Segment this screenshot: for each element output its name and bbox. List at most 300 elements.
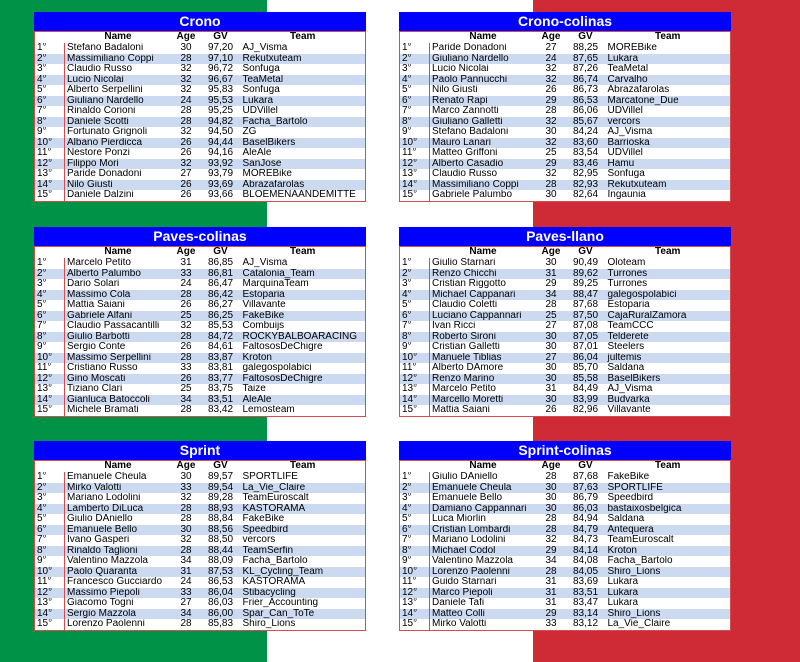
cell-team: Turrones (606, 279, 731, 290)
cell-team: BaselBikers (606, 374, 731, 385)
cell-pos: 15° (400, 619, 430, 630)
ranking-table (34, 246, 366, 417)
cell-pos: 5° (35, 514, 65, 525)
cell-team: Antequera (606, 525, 731, 536)
table-row (400, 525, 731, 536)
cell-pos: 14° (35, 180, 65, 191)
cell-name: Francesco Gucciardo (65, 577, 172, 588)
panel-title: Crono (34, 12, 366, 31)
cell-team: ROCKYBALBOARACING (241, 332, 366, 343)
cell-team: Ingaunia (606, 190, 731, 201)
table-row (400, 138, 731, 149)
table-row (400, 384, 731, 395)
table-row (400, 332, 731, 343)
cell-team: FakeBike (241, 311, 366, 322)
cell-pos: 2° (35, 483, 65, 494)
cell-name: Ivan Ricci (430, 321, 537, 332)
cell-name: Claudio Russo (65, 64, 172, 75)
cell-team: Villavante (241, 300, 366, 311)
ranking-panel-2 (34, 227, 366, 417)
table-row (400, 609, 731, 620)
cell-pos: 4° (400, 504, 430, 515)
cell-age: 27 (537, 353, 566, 364)
cell-name: Rinaldo Corioni (65, 106, 172, 117)
cell-team: BaselBikers (241, 138, 366, 149)
cell-pos: 15° (35, 405, 65, 416)
table-row (35, 588, 366, 599)
cell-team: Spar_Can_ToTe (241, 609, 366, 620)
cell-pos: 11° (35, 363, 65, 374)
col-header-gv: GV (566, 32, 606, 44)
cell-pos: 11° (35, 577, 65, 588)
table-row (35, 290, 366, 301)
table-row (35, 85, 366, 96)
panel-title: Sprint (34, 441, 366, 460)
cell-name: Luciano Cappannari (430, 311, 537, 322)
table-row (35, 64, 366, 75)
cell-gv: 83,54 (566, 148, 606, 159)
cell-team: La_Vie_Claire (606, 619, 731, 630)
cell-age: 26 (172, 300, 201, 311)
cell-age: 28 (537, 525, 566, 536)
cell-name: Lucio Nicolai (430, 64, 537, 75)
cell-age: 32 (537, 169, 566, 180)
cell-team: Rekutxuteam (241, 54, 366, 65)
cell-gv: 93,92 (201, 159, 241, 170)
cell-name: Giuliano Nardello (430, 54, 537, 65)
table-row (400, 483, 731, 494)
cell-team: TeaMetal (241, 75, 366, 86)
cell-gv: 89,28 (201, 493, 241, 504)
cell-pos: 1° (400, 43, 430, 54)
cell-name: Massimo Serpellini (65, 353, 172, 364)
table-row (35, 279, 366, 290)
cell-name: Claudio Russo (430, 169, 537, 180)
cell-pos: 12° (400, 374, 430, 385)
cell-pos: 15° (400, 190, 430, 201)
cell-gv: 89,57 (201, 472, 241, 483)
panel-title: Sprint-colinas (399, 441, 731, 460)
cell-name: Lorenzo Paolenni (65, 619, 172, 630)
cell-age: 30 (537, 374, 566, 385)
cell-pos: 2° (35, 269, 65, 280)
cell-name: Marcelo Petito (65, 258, 172, 269)
cell-gv: 84,49 (566, 384, 606, 395)
table-row (400, 321, 731, 332)
cell-age: 26 (172, 180, 201, 191)
cell-team: Saldana (606, 514, 731, 525)
cell-name: Filippo Mori (65, 159, 172, 170)
cell-gv: 83,12 (566, 619, 606, 630)
cell-age: 28 (172, 546, 201, 557)
cell-name: Giuliano Nardello (65, 96, 172, 107)
cell-name: Marco Zannotti (430, 106, 537, 117)
cell-gv: 83,81 (201, 363, 241, 374)
cell-age: 28 (172, 619, 201, 630)
table-header-row (400, 247, 731, 259)
cell-name: Marco Piepoli (430, 588, 537, 599)
ranking-table (399, 460, 731, 631)
cell-pos: 9° (400, 556, 430, 567)
cell-pos: 3° (400, 64, 430, 75)
cell-pos: 12° (400, 588, 430, 599)
cell-age: 33 (172, 363, 201, 374)
cell-gv: 86,81 (201, 269, 241, 280)
cell-pos: 13° (400, 598, 430, 609)
cell-team: UDVillel (606, 148, 731, 159)
ranking-panel-3 (399, 227, 731, 417)
cell-name: Massimo Cola (65, 290, 172, 301)
cell-pos: 10° (35, 353, 65, 364)
cell-gv: 83,99 (566, 395, 606, 406)
cell-name: Renzo Marino (430, 374, 537, 385)
cell-team: Abrazafarolas (606, 85, 731, 96)
table-row (35, 311, 366, 322)
cell-gv: 86,03 (201, 598, 241, 609)
cell-pos: 12° (35, 374, 65, 385)
cell-age: 31 (537, 598, 566, 609)
cell-name: Lorenzo Paolenni (430, 567, 537, 578)
cell-gv: 84,79 (566, 525, 606, 536)
cell-name: Sergio Conte (65, 342, 172, 353)
cell-pos: 15° (400, 405, 430, 416)
cell-name: Damiano Cappannari (430, 504, 537, 515)
cell-gv: 85,53 (201, 321, 241, 332)
cell-gv: 83,51 (201, 395, 241, 406)
table-row (35, 556, 366, 567)
col-header-gv: GV (201, 461, 241, 473)
cell-team: Hamu (606, 159, 731, 170)
cell-age: 30 (537, 504, 566, 515)
cell-pos: 14° (35, 395, 65, 406)
cell-gv: 87,08 (566, 321, 606, 332)
cell-pos: 10° (35, 138, 65, 149)
cell-pos: 3° (400, 279, 430, 290)
cell-age: 32 (537, 75, 566, 86)
table-row (35, 169, 366, 180)
table-row (400, 395, 731, 406)
cell-pos: 3° (400, 493, 430, 504)
table-row (400, 546, 731, 557)
cell-age: 28 (537, 106, 566, 117)
cell-age: 25 (537, 148, 566, 159)
cell-team: AJ_Visma (606, 384, 731, 395)
table-row (35, 159, 366, 170)
cell-team: Combuijs (241, 321, 366, 332)
col-header-name: Name (430, 247, 537, 259)
col-header-team: Team (606, 461, 731, 473)
cell-age: 29 (537, 546, 566, 557)
cell-gv: 84,24 (566, 127, 606, 138)
col-header-gv: GV (201, 247, 241, 259)
cell-team: Catalonia_Team (241, 269, 366, 280)
cell-name: Nestore Ponzi (65, 148, 172, 159)
cell-team: Stibacycling (241, 588, 366, 599)
cell-gv: 83,46 (566, 159, 606, 170)
cell-gv: 83,51 (566, 588, 606, 599)
ranking-table (399, 31, 731, 202)
cell-pos: 4° (400, 290, 430, 301)
cell-age: 27 (172, 598, 201, 609)
cell-age: 30 (537, 190, 566, 201)
cell-gv: 93,79 (201, 169, 241, 180)
cell-pos: 9° (35, 342, 65, 353)
cell-gv: 87,63 (566, 483, 606, 494)
cell-age: 26 (172, 342, 201, 353)
cell-gv: 84,72 (201, 332, 241, 343)
cell-pos: 15° (35, 619, 65, 630)
cell-age: 24 (172, 577, 201, 588)
cell-age: 30 (537, 493, 566, 504)
cell-age: 32 (172, 64, 201, 75)
cell-pos: 1° (400, 258, 430, 269)
col-header-age: Age (172, 247, 201, 259)
table-row (35, 127, 366, 138)
ranking-panel-5 (399, 441, 731, 631)
col-header-team: Team (606, 247, 731, 259)
cell-age: 33 (172, 588, 201, 599)
cell-team: Lukara (606, 588, 731, 599)
table-row (400, 75, 731, 86)
table-row (35, 514, 366, 525)
table-header-row (400, 461, 731, 473)
cell-age: 32 (172, 535, 201, 546)
cell-team: TeamEuroscalt (241, 493, 366, 504)
cell-name: Michael Cappanari (430, 290, 537, 301)
cell-name: Mirko Valotti (430, 619, 537, 630)
col-header-pos (400, 461, 430, 473)
table-row (400, 269, 731, 280)
cell-team: KASTORAMA (241, 504, 366, 515)
cell-name: Tiziano Clari (65, 384, 172, 395)
cell-pos: 4° (35, 75, 65, 86)
table-header-row (35, 32, 366, 44)
cell-gv: 88,25 (566, 43, 606, 54)
cell-team: Carvalho (606, 75, 731, 86)
cell-name: Cristian Lombardi (430, 525, 537, 536)
cell-team: FaltososDeChigre (241, 342, 366, 353)
cell-age: 28 (172, 353, 201, 364)
col-header-age: Age (537, 247, 566, 259)
table-row (400, 405, 731, 416)
cell-team: Lukara (241, 96, 366, 107)
cell-pos: 6° (35, 525, 65, 536)
cell-team: Estoparia (606, 300, 731, 311)
cell-team: Facha_Bartolo (606, 556, 731, 567)
cell-pos: 4° (35, 504, 65, 515)
table-row (35, 332, 366, 343)
cell-team: UDVillel (241, 106, 366, 117)
cell-team: SPORTLIFE (606, 483, 731, 494)
cell-team: Villavante (606, 405, 731, 416)
cell-name: Massimo Piepoli (65, 588, 172, 599)
cell-name: Nilo Giusti (65, 180, 172, 191)
cell-pos: 2° (35, 54, 65, 65)
cell-gv: 83,77 (201, 374, 241, 385)
table-row (35, 577, 366, 588)
cell-age: 34 (172, 609, 201, 620)
cell-name: Claudio Coletti (430, 300, 537, 311)
table-row (35, 395, 366, 406)
cell-pos: 13° (400, 384, 430, 395)
cell-pos: 2° (400, 269, 430, 280)
cell-gv: 86,42 (201, 290, 241, 301)
cell-team: KL_Cycling_Team (241, 567, 366, 578)
cell-team: Kroton (241, 353, 366, 364)
cell-age: 29 (537, 279, 566, 290)
cell-name: Mauro Lanari (430, 138, 537, 149)
cell-pos: 11° (400, 577, 430, 588)
cell-pos: 12° (35, 159, 65, 170)
col-header-pos (400, 32, 430, 44)
cell-pos: 3° (35, 64, 65, 75)
cell-pos: 11° (35, 148, 65, 159)
cell-team: KASTORAMA (241, 577, 366, 588)
cell-age: 31 (172, 258, 201, 269)
cell-name: Luca Miorlin (430, 514, 537, 525)
cell-name: Paolo Quaranta (65, 567, 172, 578)
cell-pos: 8° (35, 117, 65, 128)
cell-team: Rekutxuteam (606, 180, 731, 191)
table-row (35, 546, 366, 557)
cell-age: 27 (172, 169, 201, 180)
cell-name: Renzo Chicchi (430, 269, 537, 280)
cell-gv: 85,67 (566, 117, 606, 128)
cell-name: Fortunato Grignoli (65, 127, 172, 138)
cell-pos: 5° (400, 514, 430, 525)
cell-team: Lukara (606, 598, 731, 609)
cell-name: Massimiliano Coppi (65, 54, 172, 65)
cell-pos: 10° (35, 567, 65, 578)
cell-age: 33 (537, 619, 566, 630)
table-row (35, 598, 366, 609)
table-row (400, 64, 731, 75)
cell-team: La_Vie_Claire (241, 483, 366, 494)
cell-age: 33 (172, 269, 201, 280)
table-row (400, 472, 731, 483)
cell-age: 30 (172, 472, 201, 483)
cell-age: 32 (172, 75, 201, 86)
table-row (400, 493, 731, 504)
cell-team: Lemosteam (241, 405, 366, 416)
cell-gv: 83,14 (566, 609, 606, 620)
cell-gv: 94,82 (201, 117, 241, 128)
cell-name: Giulio Starnari (430, 258, 537, 269)
table-row (400, 535, 731, 546)
cell-age: 32 (537, 535, 566, 546)
table-row (400, 117, 731, 128)
cell-team: UDVillel (606, 106, 731, 117)
cell-age: 32 (537, 138, 566, 149)
cell-team: Telderete (606, 332, 731, 343)
cell-team: Speedbird (606, 493, 731, 504)
cell-team: galegospolabici (241, 363, 366, 374)
cell-age: 34 (537, 290, 566, 301)
table-row (35, 374, 366, 385)
cell-pos: 8° (400, 546, 430, 557)
cell-gv: 89,54 (201, 483, 241, 494)
col-header-name: Name (430, 32, 537, 44)
panel-title: Paves-llano (399, 227, 731, 246)
cell-name: Mirko Valotti (65, 483, 172, 494)
cell-pos: 10° (400, 138, 430, 149)
cell-age: 28 (172, 290, 201, 301)
ranking-table (34, 460, 366, 631)
cell-name: Mattia Saiani (430, 405, 537, 416)
col-header-age: Age (537, 461, 566, 473)
cell-name: Giulio Barbotti (65, 332, 172, 343)
cell-team: Sonfuga (241, 64, 366, 75)
cell-team: vercors (241, 535, 366, 546)
cell-gv: 87,53 (201, 567, 241, 578)
cell-age: 30 (537, 395, 566, 406)
col-header-age: Age (537, 32, 566, 44)
cell-name: Emanuele Cheula (65, 472, 172, 483)
cell-name: Mariano Lodolini (430, 535, 537, 546)
ranking-table (399, 246, 731, 417)
cell-name: Giulio DAniello (65, 514, 172, 525)
cell-pos: 7° (35, 321, 65, 332)
cell-age: 32 (172, 321, 201, 332)
table-row (400, 279, 731, 290)
table-row (400, 180, 731, 191)
table-row (400, 514, 731, 525)
cell-pos: 5° (35, 300, 65, 311)
cell-name: Claudio Passacantilli (65, 321, 172, 332)
table-row (35, 405, 366, 416)
cell-team: Abrazafarolas (241, 180, 366, 191)
cell-name: Manuele Tiblias (430, 353, 537, 364)
cell-gv: 87,68 (566, 300, 606, 311)
table-row (400, 148, 731, 159)
cell-pos: 13° (35, 598, 65, 609)
col-header-team: Team (241, 247, 366, 259)
cell-name: Mattia Saiani (65, 300, 172, 311)
cell-gv: 84,14 (566, 546, 606, 557)
table-row (400, 190, 731, 201)
cell-name: Michele Bramati (65, 405, 172, 416)
cell-gv: 85,58 (566, 374, 606, 385)
col-header-gv: GV (201, 32, 241, 44)
cell-gv: 86,06 (566, 106, 606, 117)
table-row (35, 258, 366, 269)
cell-gv: 86,00 (201, 609, 241, 620)
col-header-pos (35, 247, 65, 259)
cell-pos: 7° (35, 535, 65, 546)
table-row (35, 190, 366, 201)
cell-name: Cristian Riggotto (430, 279, 537, 290)
cell-pos: 15° (35, 190, 65, 201)
cell-pos: 11° (400, 363, 430, 374)
table-row (35, 321, 366, 332)
table-row (400, 311, 731, 322)
cell-age: 28 (537, 472, 566, 483)
cell-gv: 94,50 (201, 127, 241, 138)
panel-title: Crono-colinas (399, 12, 731, 31)
cell-age: 31 (537, 384, 566, 395)
col-header-gv: GV (566, 461, 606, 473)
table-row (35, 180, 366, 191)
cell-team: FaltososDeChigre (241, 374, 366, 385)
cell-team: AJ_Visma (241, 43, 366, 54)
cell-name: Stefano Badaloni (430, 127, 537, 138)
col-header-pos (35, 461, 65, 473)
cell-gv: 88,09 (201, 556, 241, 567)
cell-name: Daniele Tafi (430, 598, 537, 609)
table-row (35, 342, 366, 353)
cell-gv: 93,69 (201, 180, 241, 191)
cell-name: Rinaldo Taglioni (65, 546, 172, 557)
